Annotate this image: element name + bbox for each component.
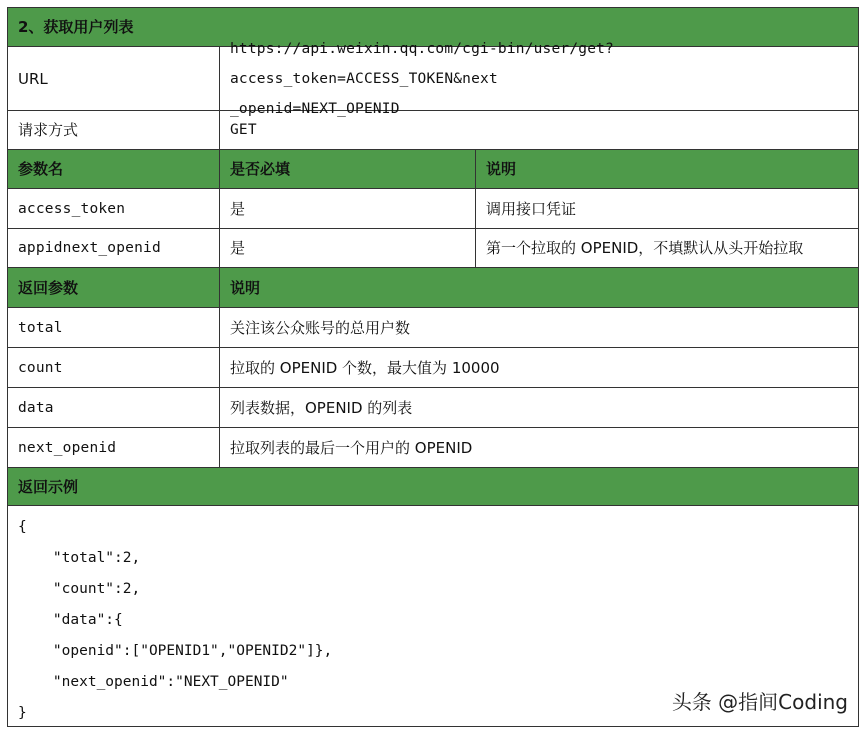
params-header-name: 参数名 <box>18 160 64 178</box>
return-header-desc: 说明 <box>219 268 858 307</box>
table-row <box>7 229 859 268</box>
return-desc: 关注该公众账号的总用户数 <box>219 308 858 347</box>
table-row <box>7 428 859 468</box>
watermark: 头条 @指间Coding <box>671 690 848 714</box>
example-header: 返回示例 <box>18 477 79 496</box>
code-line: "next_openid":"NEXT_OPENID" <box>18 674 289 690</box>
code-line: "data":{ <box>18 612 123 628</box>
example-header-row <box>7 468 859 506</box>
return-name: data <box>18 399 54 416</box>
url-value-line1: https://api.weixin.qq.com/cgi-bin/user/get?access_token=ACCESS_TOKEN&next <box>230 40 614 87</box>
return-name: count <box>18 359 63 376</box>
code-line: "count":2, <box>18 581 141 597</box>
api-doc-table <box>7 7 859 727</box>
param-name: access_token <box>18 200 126 217</box>
table-row <box>7 388 859 428</box>
params-header-row <box>7 150 859 189</box>
table-row <box>7 348 859 388</box>
return-header-row <box>7 268 859 308</box>
return-desc: 拉取列表的最后一个用户的 OPENID <box>219 428 858 467</box>
param-name: appidnext_openid <box>18 240 161 256</box>
return-desc: 拉取的 OPENID 个数，最大值为 10000 <box>219 348 858 387</box>
return-header-name: 返回参数 <box>18 278 79 297</box>
table-row <box>7 189 859 229</box>
return-desc: 列表数据，OPENID 的列表 <box>219 388 858 427</box>
params-header-required: 是否必填 <box>219 150 475 188</box>
param-required: 是 <box>219 189 475 228</box>
return-name: next_openid <box>18 439 117 456</box>
section-title: 2、获取用户列表 <box>18 18 134 36</box>
url-row <box>7 40 859 117</box>
code-line: { <box>18 519 27 535</box>
method-value: GET <box>219 111 858 149</box>
param-required: 是 <box>219 229 475 267</box>
params-header-desc: 说明 <box>475 150 858 188</box>
url-value-line2: _openid=NEXT_OPENID <box>230 100 400 117</box>
table-row <box>7 308 859 348</box>
url-value <box>219 40 858 117</box>
code-line: "openid":["OPENID1","OPENID2"]}, <box>18 643 333 659</box>
example-code <box>18 512 332 729</box>
param-desc: 调用接口凭证 <box>475 189 858 228</box>
url-label: URL <box>18 69 48 88</box>
method-row <box>7 111 859 150</box>
code-line: "total":2, <box>18 550 141 566</box>
method-label: 请求方式 <box>18 121 79 139</box>
param-desc: 第一个拉取的 OPENID，不填默认从头开始拉取 <box>475 229 858 267</box>
code-line: } <box>18 705 27 721</box>
return-name: total <box>18 319 63 336</box>
